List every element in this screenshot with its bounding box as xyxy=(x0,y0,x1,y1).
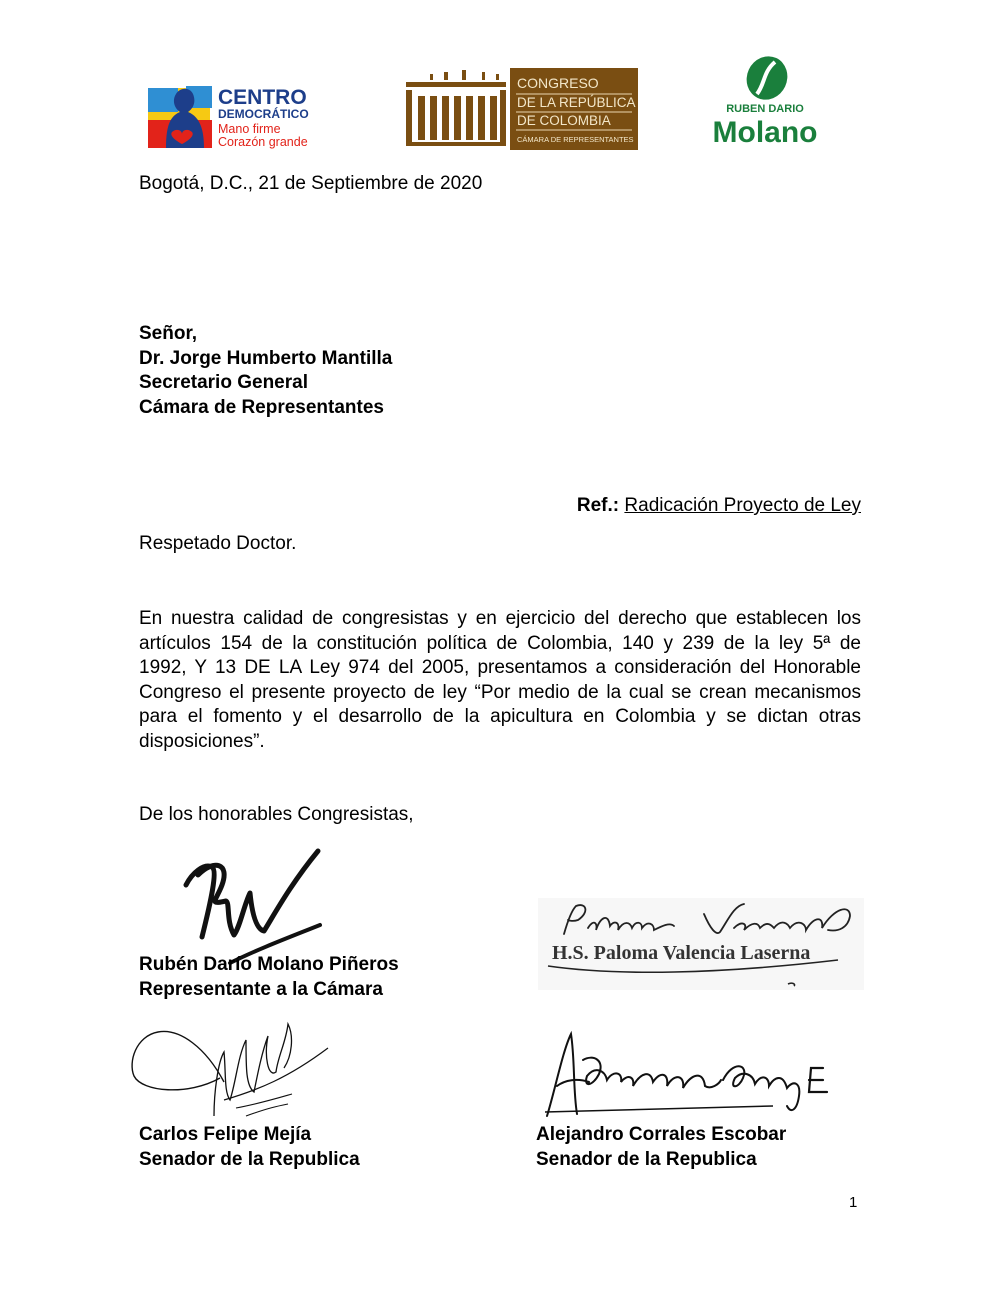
body-line: Congreso el presente proyecto de ley “Por medio de la cual se crean mecanismos xyxy=(139,681,861,703)
closing-line: De los honorables Congresistas, xyxy=(139,804,414,825)
signatory-title: Senador de la Republica xyxy=(139,1148,360,1170)
body-line: artículos 154 de la constitución política de Colombia, 140 y 239 de la ley 5ª de xyxy=(139,632,861,654)
letter-date: Bogotá, D.C., 21 de Septiembre de 2020 xyxy=(139,173,483,194)
body-line: para el fomento y el desarrollo de la apicultura en Colombia y se dictan otras xyxy=(139,706,861,727)
handwritten-signature-icon xyxy=(543,1030,843,1118)
congreso-line1: CONGRESO xyxy=(517,75,599,91)
signatory-block-mejia xyxy=(139,1123,360,1172)
cd-line4: Corazón grande xyxy=(218,135,308,149)
congreso-logo xyxy=(404,68,638,150)
cd-line1: CENTRO xyxy=(218,86,307,109)
paloma-printed-name: H.S. Paloma Valencia Laserna xyxy=(552,942,811,964)
addressee-block xyxy=(139,322,392,420)
ref-label: Ref.: xyxy=(576,495,620,516)
corrales-signature xyxy=(543,1030,843,1118)
addressee-line: Señor, xyxy=(139,323,198,344)
signature-underline-icon xyxy=(538,898,864,990)
ref-text: Radicación Proyecto de Ley xyxy=(624,495,861,516)
body-line: En nuestra calidad de congresistas y en ejercicio del derecho que establecen los xyxy=(139,608,861,629)
congreso-line2: DE LA REPÚBLICA xyxy=(517,95,636,110)
centro-democratico-emblem-icon xyxy=(146,82,321,152)
signatory-name: Alejandro Corrales Escobar xyxy=(536,1124,787,1145)
body-line: 1992, Y 13 DE LA Ley 974 del 2005, presentamos a consideración del Honorable xyxy=(139,657,861,678)
molano-line1: RUBEN DARIO xyxy=(726,103,804,115)
addressee-line: Dr. Jorge Humberto Mantilla xyxy=(139,347,393,369)
signatory-title: Senador de la Republica xyxy=(536,1148,757,1170)
centro-democratico-logo xyxy=(146,82,321,152)
addressee-line: Cámara de Representantes xyxy=(139,396,384,418)
signatory-name: Carlos Felipe Mejía xyxy=(139,1124,312,1145)
body-paragraph xyxy=(139,607,861,754)
reference-line xyxy=(577,494,861,519)
page-number: 1 xyxy=(849,1194,858,1211)
addressee-line: Secretario General xyxy=(139,372,308,393)
paloma-valencia-signature xyxy=(538,898,864,990)
signatory-block-molano xyxy=(139,953,399,1002)
molano-logo xyxy=(705,56,825,148)
congreso-line4: CÁMARA DE REPRESENTANTES xyxy=(517,135,634,144)
signatory-title: Representante a la Cámara xyxy=(139,978,383,1000)
mejia-signature xyxy=(128,1012,333,1122)
body-line: disposiciones”. xyxy=(139,730,265,752)
signatory-block-corrales xyxy=(536,1123,786,1172)
congreso-line3: DE COLOMBIA xyxy=(517,113,611,128)
salutation: Respetado Doctor. xyxy=(139,533,297,554)
capitol-building-icon xyxy=(404,68,638,150)
cd-line3: Mano firme xyxy=(218,122,281,136)
handwritten-signature-icon xyxy=(128,1012,333,1122)
coffee-bean-icon xyxy=(705,56,825,148)
signatory-name: Rubén Darío Molano Piñeros xyxy=(139,954,399,975)
molano-line2: Molano xyxy=(712,116,818,148)
cd-line2: DEMOCRÁTICO xyxy=(218,107,309,121)
